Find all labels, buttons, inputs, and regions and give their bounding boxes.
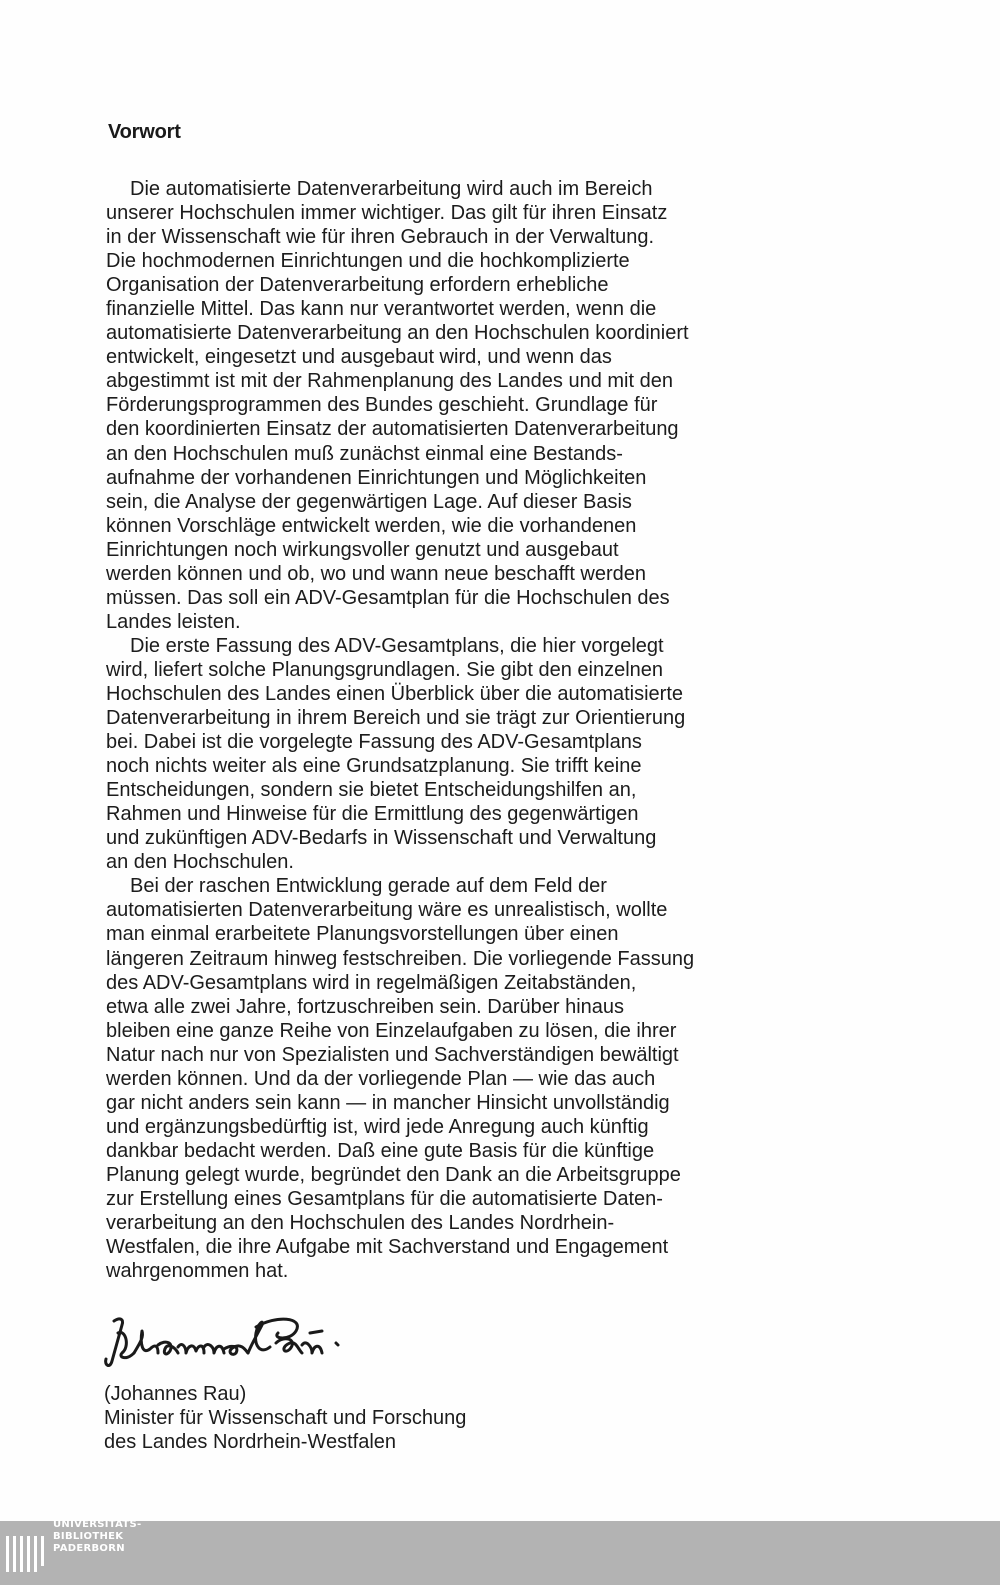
text-line: noch nichts weiter als eine Grundsatzplanung. Sie trifft keine — [106, 755, 642, 778]
logo-line-1: UNIVERSITÄTS- — [53, 1519, 142, 1530]
text-line: werden können und ob, wo und wann neue beschafft werden — [106, 562, 647, 585]
page-title: Vorwort — [108, 121, 181, 143]
preface-body — [106, 177, 806, 1283]
text-line: aufnahme der vorhandenen Einrichtungen und Möglichkeiten — [106, 466, 647, 489]
text-line: entwickelt, eingesetzt und ausgebaut wird, und wenn das — [106, 346, 612, 369]
text-line: Rahmen und Hinweise für die Ermittlung des gegenwärtigen — [106, 803, 639, 826]
text-line: bleiben eine ganze Reihe von Einzelaufgaben zu lösen, die ihrer — [106, 1019, 677, 1042]
text-line: automatisierten Datenverarbeitung wäre es unrealistisch, wollte — [106, 899, 668, 922]
library-logo-text — [53, 1519, 142, 1555]
handwritten-signature — [100, 1303, 360, 1375]
text-line: des ADV-Gesamtplans wird in regelmäßigen Zeitabständen, — [106, 971, 637, 994]
text-line: automatisierte Datenverarbeitung an den Hochschulen koordiniert — [106, 322, 689, 345]
text-line: wird, liefert solche Planungsgrundlagen. Sie gibt den einzelnen — [106, 658, 664, 681]
library-footer — [0, 1521, 1000, 1585]
closing-state: des Landes Nordrhein-Westfalen — [104, 1431, 397, 1453]
logo-line-2: BIBLIOTHEK — [53, 1531, 124, 1542]
text-line: Hochschulen des Landes einen Überblick über die automatisierte — [106, 682, 684, 705]
library-logo-icon — [6, 1536, 46, 1572]
text-line: bei. Dabei ist die vorgelegte Fassung des ADV-Gesamtplans — [106, 731, 642, 754]
text-line: Förderungsprogrammen des Bundes geschieht. Grundlage für — [106, 394, 658, 417]
text-line: Die erste Fassung des ADV-Gesamtplans, die hier vorgelegt — [130, 634, 664, 657]
text-line: Planung gelegt wurde, begründet den Dank an die Arbeitsgruppe — [106, 1163, 681, 1186]
text-line: Organisation der Datenverarbeitung erfordern erhebliche — [106, 274, 609, 297]
text-line: und ergänzungsbedürftig ist, wird jede Anregung auch künftig — [106, 1115, 649, 1138]
text-line: verarbeitung an den Hochschulen des Landes Nordrhein- — [106, 1212, 615, 1235]
text-line: abgestimmt ist mit der Rahmenplanung des Landes und mit den — [106, 370, 673, 393]
text-line: an den Hochschulen. — [106, 851, 294, 874]
text-line: Datenverarbeitung in ihrem Bereich und sie trägt zur Orientierung — [106, 707, 686, 730]
text-line: zur Erstellung eines Gesamtplans für die automatisierte Daten- — [106, 1187, 663, 1210]
text-line: Die automatisierte Datenverarbeitung wird auch im Bereich — [130, 178, 653, 200]
text-line: werden können. Und da der vorliegende Plan — wie das auch — [106, 1067, 656, 1090]
text-line: unserer Hochschulen immer wichtiger. Das gilt für ihren Einsatz — [106, 202, 668, 225]
text-line: Landes leisten. — [106, 610, 241, 633]
text-line: an den Hochschulen muß zunächst einmal eine Bestands- — [106, 442, 623, 465]
text-line: gar nicht anders sein kann — in mancher Hinsicht unvollständig — [106, 1091, 670, 1114]
text-line: den koordinierten Einsatz der automatisierten Datenverarbeitung — [106, 418, 679, 441]
text-line: Natur nach nur von Spezialisten und Sachverständigen bewältigt — [106, 1043, 679, 1066]
text-line: Westfalen, die ihre Aufgabe mit Sachverstand und Engagement — [106, 1236, 669, 1259]
logo-line-3: PADERBORN — [53, 1543, 125, 1554]
text-line: in der Wissenschaft wie für ihren Gebrauch in der Verwaltung. — [106, 226, 655, 249]
text-line: man einmal erarbeitete Planungsvorstellungen über einen — [106, 923, 619, 946]
text-line: Die hochmodernen Einrichtungen und die hochkomplizierte — [106, 250, 630, 273]
closing-role: Minister für Wissenschaft und Forschung — [104, 1407, 467, 1429]
text-line: können Vorschläge entwickelt werden, wie die vorhandenen — [106, 514, 637, 537]
text-line: Einrichtungen noch wirkungsvoller genutzt und ausgebaut — [106, 538, 619, 561]
text-line: etwa alle zwei Jahre, fortzuschreiben sein. Darüber hinaus — [106, 995, 625, 1018]
text-line: längeren Zeitraum hinweg festschreiben. Die vorliegende Fassung — [106, 947, 695, 970]
text-line: Bei der raschen Entwicklung gerade auf dem Feld der — [130, 875, 607, 898]
closing-name: (Johannes Rau) — [104, 1383, 247, 1405]
text-line: dankbar bedacht werden. Daß eine gute Basis für die künftige — [106, 1139, 655, 1162]
text-line: wahrgenommen hat. — [106, 1260, 289, 1283]
text-line: Entscheidungen, sondern sie bietet Entscheidungshilfen an, — [106, 779, 637, 802]
text-line: sein, die Analyse der gegenwärtigen Lage. Auf dieser Basis — [106, 490, 632, 513]
closing-block — [104, 1382, 466, 1454]
text-line: und zukünftigen ADV-Bedarfs in Wissenschaft und Verwaltung — [106, 827, 657, 850]
text-line: müssen. Das soll ein ADV-Gesamtplan für die Hochschulen des — [106, 586, 670, 609]
text-line: finanzielle Mittel. Das kann nur verantwortet werden, wenn die — [106, 298, 657, 321]
